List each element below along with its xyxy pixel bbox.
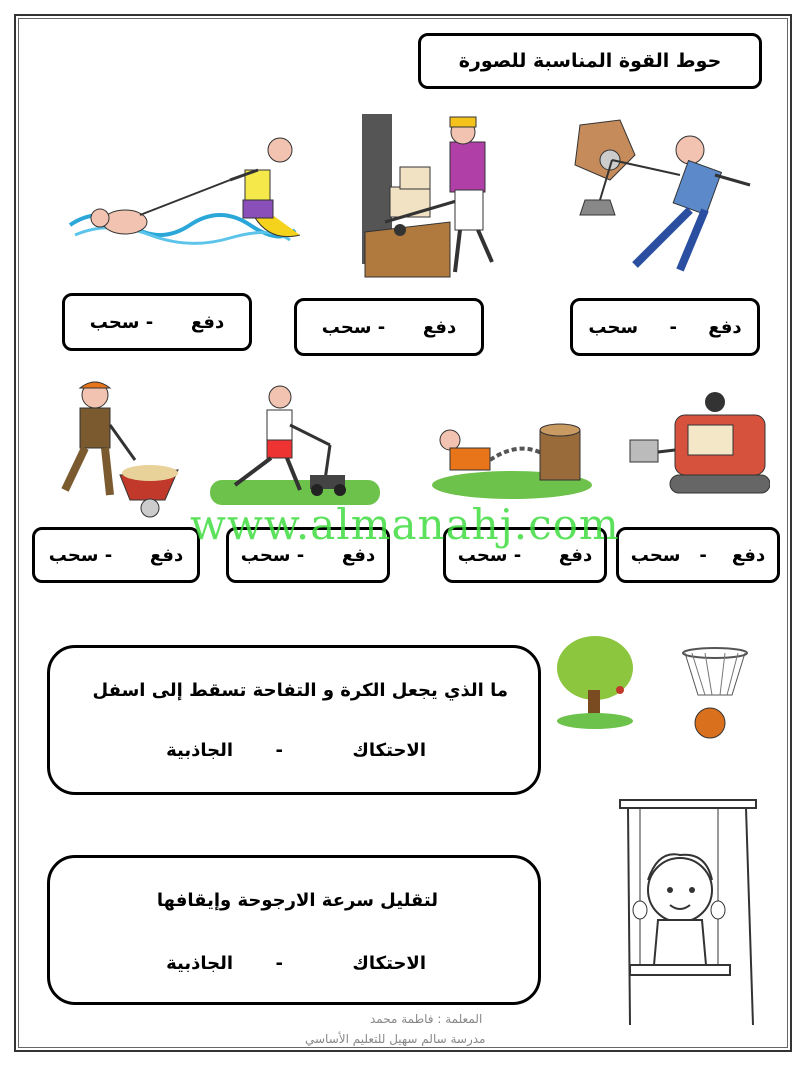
question-text: ما الذي يجعل الكرة و التفاحة تسقط إلى اسفل [92,680,508,701]
option-box-3[interactable] [570,298,760,356]
option-push[interactable]: دفع [341,544,376,566]
option-separator: - [377,316,386,338]
option-pull[interactable]: سحب [321,316,372,338]
robot-picture [620,390,770,500]
answer-gravity[interactable]: الجاذبية [166,953,233,974]
pull-rope-picture [540,115,760,280]
water-ski-picture [60,130,300,250]
answer-gravity[interactable]: الجاذبية [166,740,233,761]
option-box-1[interactable] [62,293,252,351]
option-push[interactable]: دفع [708,316,742,338]
apple-tree-picture [550,628,640,738]
question-text: لتقليل سرعة الارجوحة وإيقافها [156,890,438,911]
option-push[interactable]: دفع [731,544,766,566]
option-separator: - [296,544,305,566]
school-name: مدرسة سالم سهيل للتعليم الأساسي [305,1032,486,1046]
answer-friction[interactable]: الاحتكاك [352,740,426,761]
page-title: حوط القوة المناسبة للصورة [418,33,762,89]
lawn-mower-picture [205,385,385,510]
option-separator: - [513,544,522,566]
answer-separator: - [275,953,283,974]
option-push[interactable]: دفع [190,311,225,333]
answer-separator: - [275,740,283,761]
option-pull[interactable]: سحب [240,544,291,566]
basketball-hoop-picture [680,645,755,745]
option-push[interactable]: دفع [149,544,184,566]
option-push[interactable]: دفع [558,544,593,566]
option-separator: - [699,544,707,566]
question-box-gravity [47,645,541,795]
option-pull[interactable]: سحب [48,544,99,566]
option-push[interactable]: دفع [422,316,457,338]
option-box-2[interactable] [294,298,484,356]
option-separator: - [669,316,677,338]
swing-picture [618,790,758,1030]
option-pull[interactable]: سحب [630,544,681,566]
answer-friction[interactable]: الاحتكاك [352,953,426,974]
option-box-4[interactable] [32,527,200,583]
option-pull[interactable]: سحب [89,311,140,333]
option-pull[interactable]: سحب [457,544,508,566]
wheelbarrow-picture [50,380,190,520]
teacher-name: المعلمة : فاطمة محمد [370,1012,483,1026]
cart-push-picture [360,112,510,282]
option-pull[interactable]: سحب [588,316,639,338]
watermark: www.almanahj.com [190,500,620,549]
option-box-7[interactable] [616,527,780,583]
tree-stump-picture [430,410,595,500]
option-separator: - [104,544,113,566]
option-separator: - [145,311,154,333]
question-box-friction [47,855,541,1005]
